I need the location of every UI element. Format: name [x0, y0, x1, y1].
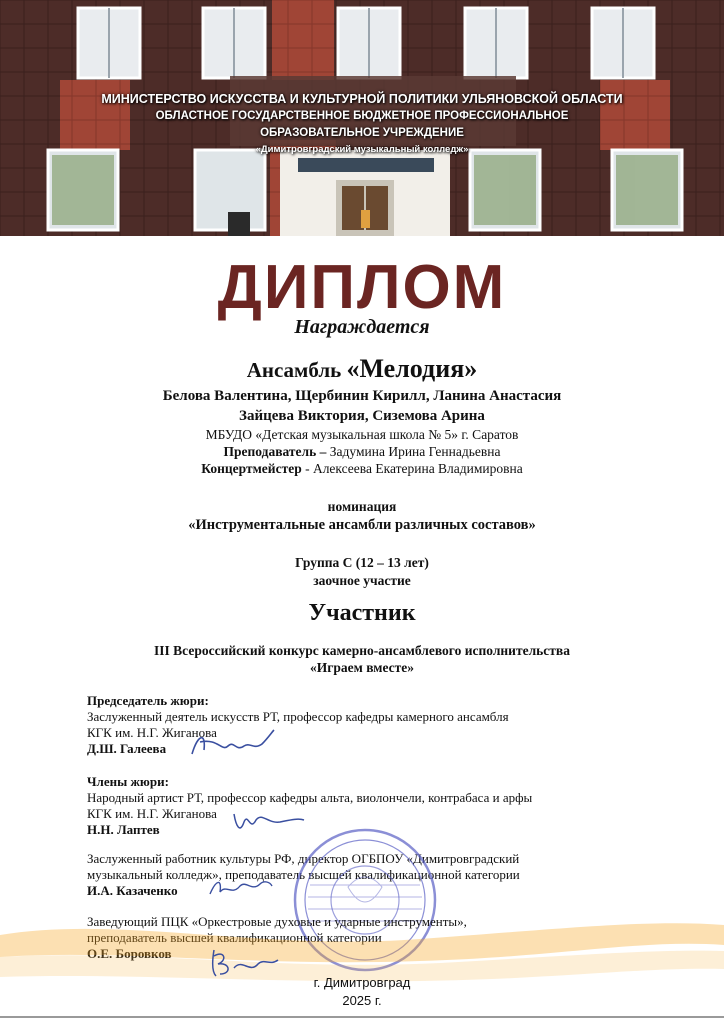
- jury-member-2-name: И.А. Казаченко: [87, 883, 178, 898]
- year: 2025 г.: [342, 993, 382, 1008]
- jury-chair-name: Д.Ш. Галеева: [87, 741, 167, 756]
- institution-type-line1: ОБЛАСТНОЕ ГОСУДАРСТВЕННОЕ БЮДЖЕТНОЕ ПРОФЕССИОНАЛЬНОЕ: [155, 110, 569, 122]
- jury-member-2-title-1: Заслуженный работник культуры РФ, директор ОГБПОУ «Димитровградский: [87, 851, 520, 866]
- jury-member-3-title-2: преподаватель высшей квалификационной категории: [87, 930, 382, 945]
- ensemble-prefix: Ансамбль: [246, 358, 347, 382]
- college-name: «Димитровградский музыкальный колледж»: [255, 144, 469, 155]
- nomination-name: «Инструментальные ансамбли различных составов»: [188, 517, 536, 533]
- awarded-label: Награждается: [294, 316, 430, 338]
- signature-laptev: [228, 808, 308, 838]
- jury-member-1-title-2: КГК им. Н.Г. Жиганова: [87, 806, 217, 821]
- accompanist-line: [0, 461, 724, 477]
- header-photo: [0, 0, 724, 236]
- teacher-name: Задумина Ирина Геннадьевна: [326, 444, 501, 459]
- jury-member-3-title-1: Заведующий ПЦК «Оркестровые духовые и ударные инструменты»,: [87, 914, 467, 929]
- contest-name: III Всероссийский конкурс камерно-ансамблевого исполнительства: [154, 643, 570, 658]
- city: г. Димитровград: [313, 975, 411, 990]
- jury-members-heading: Члены жюри:: [87, 774, 169, 789]
- ensemble-name: [0, 354, 724, 384]
- accompanist-name: - Алексеева Екатерина Владимировна: [301, 461, 523, 476]
- signature-galeeva: [188, 728, 278, 760]
- jury-member-2-title-2: музыкальный колледж», преподаватель высшей квалификационной категории: [87, 867, 520, 882]
- award-status: Участник: [308, 600, 416, 626]
- jury-chair-title-2: КГК им. Н.Г. Жиганова: [87, 725, 217, 740]
- jury-member-1-name: Н.Н. Лаптев: [87, 822, 160, 837]
- institution-type-line2: ОБРАЗОВАТЕЛЬНОЕ УЧРЕЖДЕНИЕ: [260, 127, 464, 139]
- jury-chair-title-1: Заслуженный деятель искусств РТ, профессор кафедры камерного ансамбля: [87, 709, 509, 724]
- teacher-label: Преподаватель –: [223, 444, 327, 459]
- nomination-label: номинация: [327, 499, 397, 514]
- contest-title: «Играем вместе»: [310, 660, 414, 675]
- school-name: МБУДО «Детская музыкальная школа № 5» г. Саратов: [205, 427, 519, 442]
- accompanist-label: Концертмейстер: [201, 461, 302, 476]
- age-group: Группа С (12 – 13 лет): [295, 555, 429, 570]
- jury-member-3-name: О.Е. Боровков: [87, 946, 172, 961]
- members-line-2: Зайцева Виктория, Сиземова Арина: [239, 408, 485, 424]
- teacher-line: [0, 444, 724, 460]
- participation-mode: заочное участие: [313, 573, 411, 588]
- jury-chair-heading: Председатель жюри:: [87, 693, 209, 708]
- members-line-1: Белова Валентина, Щербинин Кирилл, Ланина Анастасия: [162, 388, 562, 404]
- diploma-title: ДИПЛОМ: [217, 253, 507, 322]
- bottom-divider: [0, 1016, 724, 1018]
- signature-kazachenko: [206, 874, 276, 902]
- ensemble-title: «Мелодия»: [346, 354, 478, 383]
- jury-member-1-title-1: Народный артист РТ, профессор кафедры альта, виолончели, контрабаса и арфы: [87, 790, 533, 805]
- ministry-name: МИНИСТЕРСТВО ИСКУССТВА И КУЛЬТУРНОЙ ПОЛИТИКИ УЛЬЯНОВСКОЙ ОБЛАСТИ: [101, 92, 623, 106]
- jury-chair-block: [87, 693, 607, 757]
